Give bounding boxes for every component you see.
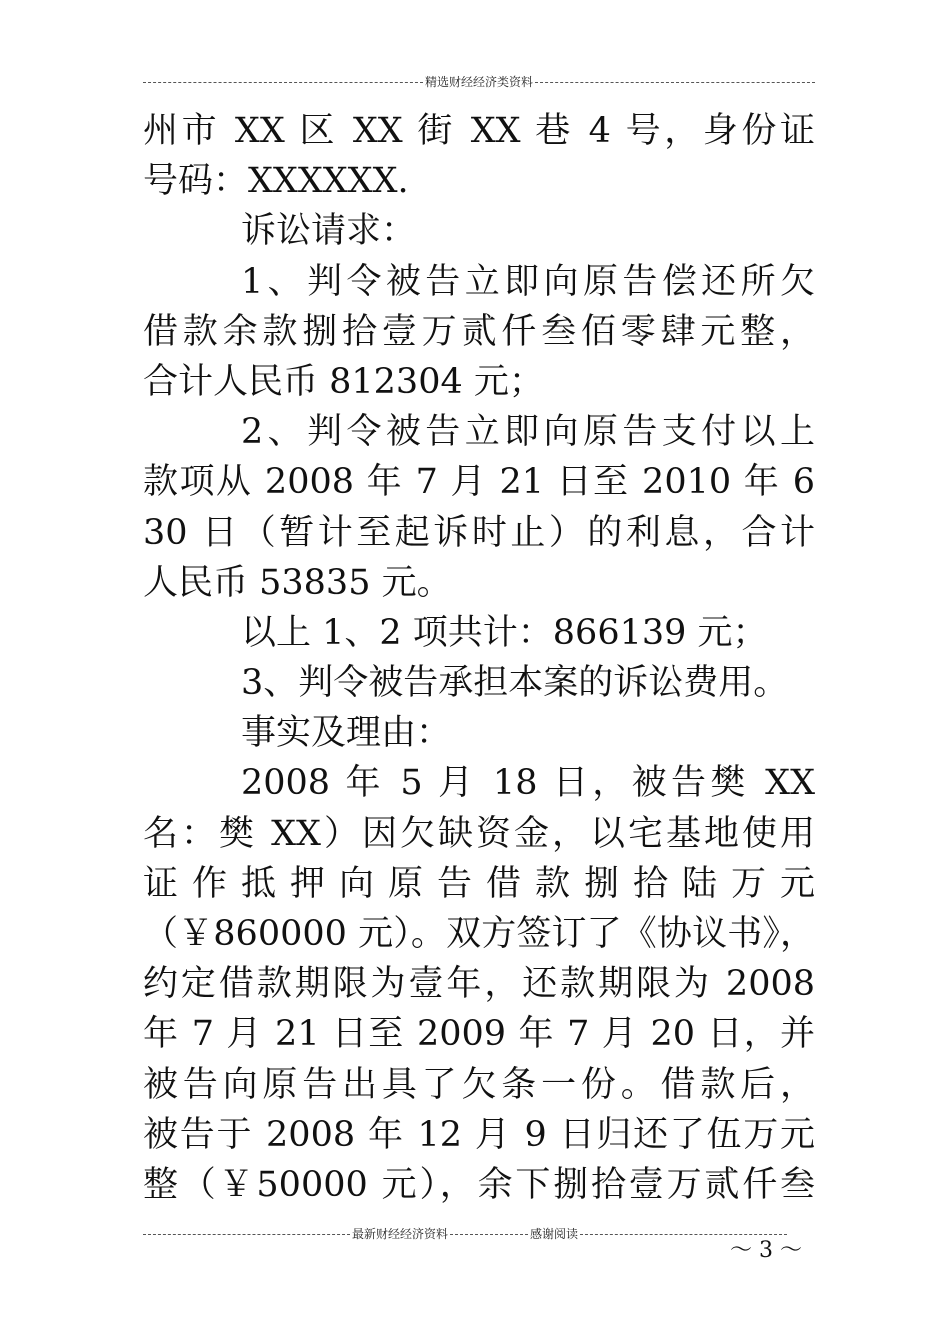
body-line: 30 日（暂计至起诉时止）的利息，合计 [143, 512, 815, 553]
header-divider-right [535, 82, 815, 83]
footer-divider-middle [450, 1234, 528, 1235]
header-label: 精选财经经济类资料 [425, 75, 534, 89]
footer-divider-right [580, 1234, 787, 1235]
body-line: 3、判令被告承担本案的诉讼费用。 [241, 663, 789, 704]
body-line: 借款余款捌拾壹万贰仟叁佰零肆元整， [143, 311, 815, 352]
body-line: 年 7 月 21 日至 2009 年 7 月 20 日，并 [143, 1014, 815, 1055]
page-number: ～ 3 ～ [730, 1238, 802, 1263]
header-divider-left [143, 82, 423, 83]
body-line: 被告向原告出具了欠条一份。借款后， [143, 1064, 815, 1105]
body-line: 人民币 53835 元。 [143, 562, 452, 603]
body-line: 款项从 2008 年 7 月 21 日至 2010 年 6 [143, 462, 815, 503]
document-body [143, 106, 815, 1210]
section-heading-facts: 事实及理由： [241, 713, 452, 754]
body-line: 以上 1、2 项共计：866139 元； [241, 612, 768, 653]
body-line: 约定借款期限为壹年，还款期限为 2008 [143, 964, 815, 1005]
body-line: 证 作 抵 押 向 原 告 借 款 捌 拾 陆 万 元 [143, 863, 815, 904]
body-line: 名：樊 XX）因欠缺资金，以宅基地使用 [143, 813, 815, 854]
body-line: （￥860000 元）。双方签订了《协议书》， [143, 914, 815, 954]
page-footer [143, 1226, 787, 1242]
body-line: 号码：XXXXXX. [143, 161, 409, 202]
footer-right-label: 感谢阅读 [530, 1227, 579, 1241]
footer-left-label: 最新财经经济资料 [351, 1227, 448, 1241]
page-header [143, 74, 815, 90]
body-line: 被告于 2008 年 12 月 9 日归还了伍万元 [143, 1114, 815, 1155]
body-line: 1、判令被告立即向原告偿还所欠 [241, 261, 815, 302]
body-line: 2008 年 5 月 18 日，被告樊 XX [241, 763, 815, 804]
body-line: 整（￥50000 元），余下捌拾壹万贰仟叁 [143, 1164, 815, 1205]
body-line: 合计人民币 812304 元； [143, 361, 544, 402]
body-line: 州市 XX 区 XX 街 XX 巷 4 号，身份证 [143, 111, 815, 151]
footer-divider-left [143, 1234, 350, 1235]
section-heading-claims: 诉讼请求： [241, 211, 417, 252]
body-line: 2、判令被告立即向原告支付以上 [241, 412, 815, 453]
